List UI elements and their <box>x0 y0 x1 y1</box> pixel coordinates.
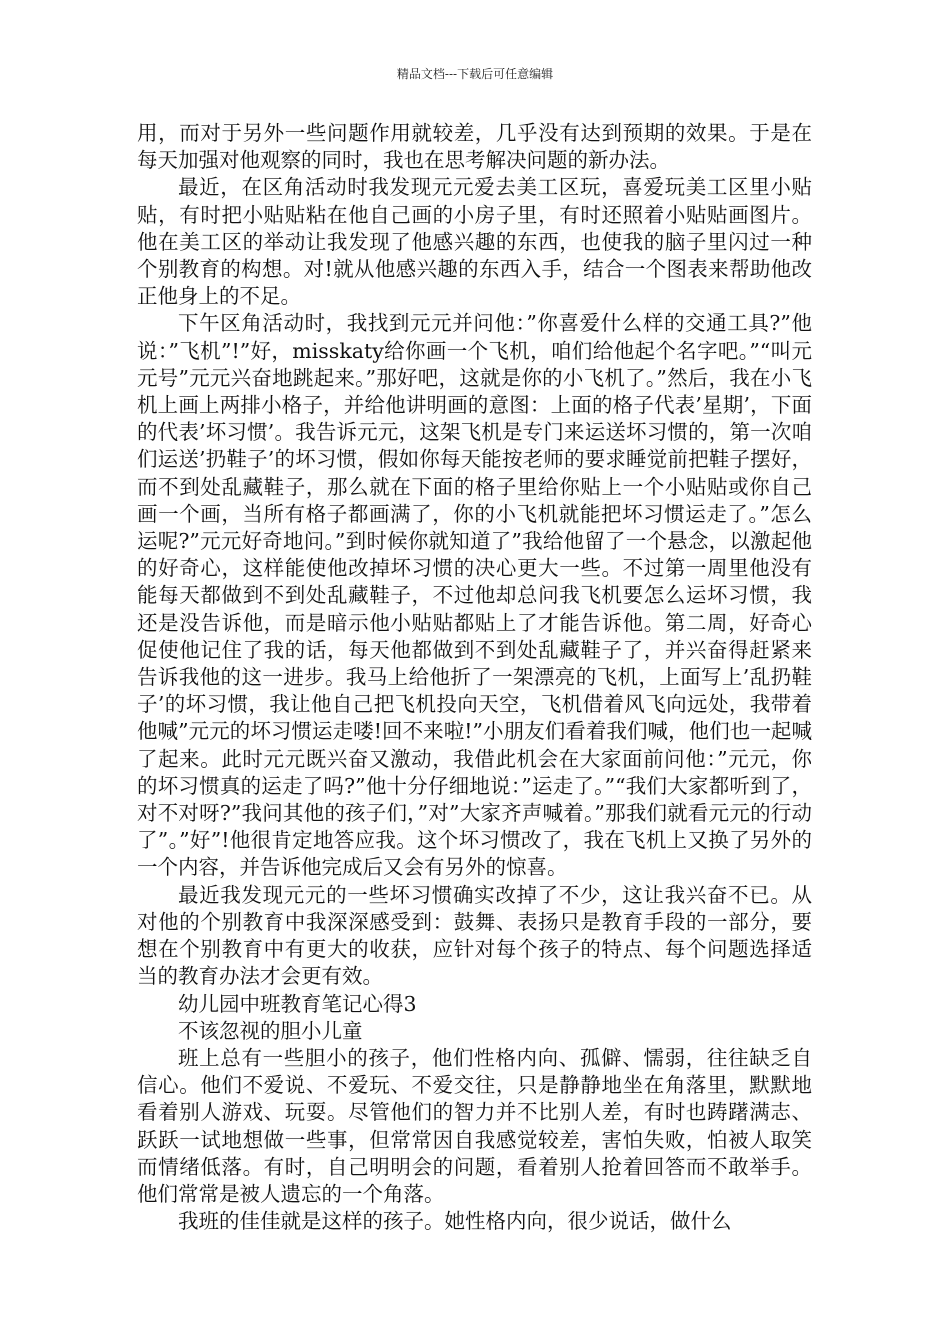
page-header: 精品文档---下载后可任意编辑 <box>396 67 554 81</box>
paragraph-6: 我班的佳佳就是这样的孩子。她性格内向，很少说话，做什么 <box>178 1209 732 1234</box>
paragraph-3: 下午区角活动时，我找到元元并问他：”你喜爱什么样的交通工具?”他说：”飞机”!”好，misskaty给你画一个飞机，咱们给他起个名字吧。”“叫元元号”元元兴奋地跳起来。”那好吧，这就是你的小飞机了。”然后，我在小飞机上画上两排小格子，并给他讲明画的意图：上面的格子代表’星期’，下面的代表’坏习惯’。我告诉元元，这架飞机是专门来运送坏习惯的，第一次咱们运送’扔鞋子’的坏习惯，假如你每天能按老师的要求睡觉前把鞋子摆好，而不到处乱藏鞋子，那么就在下面的格子里给你贴上一个小贴贴或你自己画一个画，当所有格子都画满了，你的小飞机就能把坏习惯运走了。”怎么运呢?”元元好奇地问。”到时候你就知道了”我给他留了一个悬念，以激起他的好奇心，这样能使他改掉坏习惯的决心更大一些。不过第一周里他没有能每天都做到不到处乱藏鞋子，不过他却总问我飞机要怎么运坏习惯，我还是没告诉他，而是暗示他小贴贴都贴上了才能告诉他。第二周，好奇心促使他记住了我的话，每天他都做到不到处乱藏鞋子了，并兴奋得赶紧来告诉我他的这一进步。我马上给他折了一架漂亮的飞机，上面写上’乱扔鞋子’的坏习惯，我让他自己把飞机投向天空，飞机借着风飞向远处，我带着他喊”元元的坏习惯运走喽!回不来啦!”小朋友们看着我们喊，他们也一起喊了起来。此时元元既兴奋又激动，我借此机会在大家面前问他：”元元，你的坏习惯真的运走了吗?”他十分仔细地说：”运走了。”“我们大家都听到了，对不对呀?”我问其他的孩子们，”对”大家齐声喊着。”那我们就看元元的行动了”。”好”!他很肯定地答应我。这个坏习惯改了，我在飞机上又换了另外的一个内容，并告诉他完成后又会有另外的惊喜。 <box>137 311 812 880</box>
paragraph-1: 用，而对于另外一些问题作用就较差，几乎没有达到预期的效果。于是在每天加强对他观察的同时，我也在思考解决问题的新办法。 <box>137 121 812 173</box>
section-title: 幼儿园中班教育笔记心得3 <box>178 991 417 1016</box>
document-body <box>137 120 812 1235</box>
section-subtitle: 不该忽视的胆小儿童 <box>178 1018 363 1043</box>
paragraph-2: 最近，在区角活动时我发现元元爱去美工区玩，喜爱玩美工区里小贴贴，有时把小贴贴粘在他自己画的小房子里，有时还照着小贴贴画图片。他在美工区的举动让我发现了他感兴趣的东西，也使我的脑子里闪过一种个别教育的构想。对!就从他感兴趣的东西入手，结合一个图表来帮助他改正他身上的不足。 <box>137 175 812 309</box>
paragraph-5: 班上总有一些胆小的孩子，他们性格内向、孤僻、懦弱，往往缺乏自信心。他们不爱说、不爱玩、不爱交往，只是静静地坐在角落里，默默地看着别人游戏、玩耍。尽管他们的智力并不比别人差，有时也踌躇满志、跃跃一试地想做一些事，但常常因自我感觉较差，害怕失败，怕被人取笑而情绪低落。有时，自己明明会的问题，看着别人抢着回答而不敢举手。他们常常是被人遗忘的一个角落。 <box>137 1045 812 1206</box>
paragraph-4: 最近我发现元元的一些坏习惯确实改掉了不少，这让我兴奋不已。从对他的个别教育中我深深感受到：鼓舞、表扬只是教育手段的一部分，要想在个别教育中有更大的收获，应针对每个孩子的特点、每个问题选择适当的教育办法才会更有效。 <box>137 882 812 989</box>
